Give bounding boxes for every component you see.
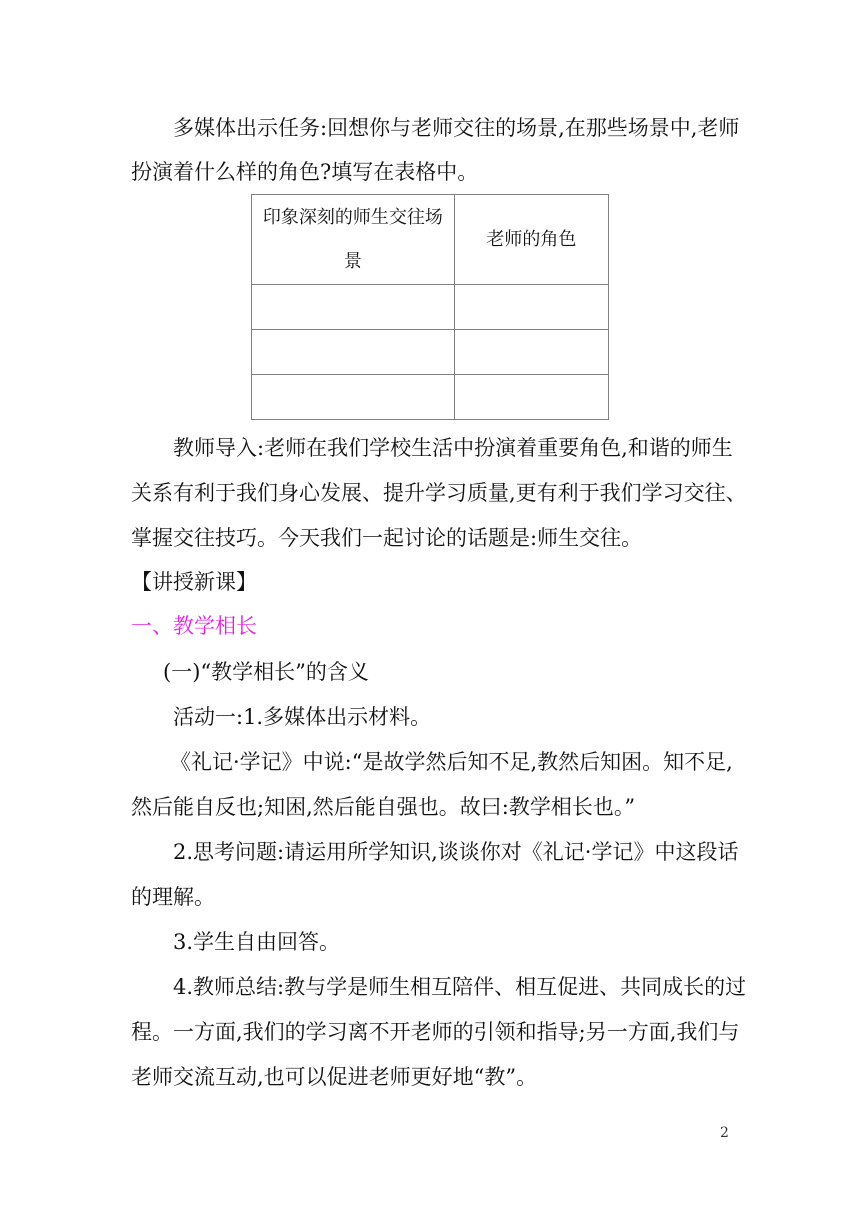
step-three: 3.学生自由回答。 (173, 930, 341, 954)
summary-line3: 老师交流互动,也可以促进老师更好地“教”。 (131, 1065, 538, 1089)
quote-line1: 《礼记·学记》中说:“是故学然后知不足,教然后知困。知不足, (170, 750, 733, 774)
paragraph-intro-line3: 掌握交往技巧。今天我们一起讨论的话题是:师生交往。 (131, 526, 643, 550)
summary-line1: 4.教师总结:教与学是师生相互陪伴、相互促进、共同成长的过 (173, 975, 747, 999)
question-two-line1: 2.思考问题:请运用所学知识,谈谈你对《礼记·学记》中这段话 (173, 840, 739, 864)
paragraph-intro-line1: 教师导入:老师在我们学校生活中扮演着重要角色,和谐的师生 (173, 436, 733, 460)
paragraph-task-line1: 多媒体出示任务:回想你与老师交往的场景,在那些场景中,老师 (173, 116, 740, 140)
table-header-scene-line2: 景 (343, 250, 362, 272)
summary-line2: 程。一方面,我们的学习离不开老师的引领和指导;另一方面,我们与 (131, 1020, 740, 1044)
table-cell-empty[interactable] (252, 285, 455, 330)
table-cell-empty[interactable] (252, 330, 455, 375)
table-cell-empty[interactable] (454, 285, 608, 330)
table-row (252, 330, 609, 375)
table-cell-empty[interactable] (454, 375, 608, 420)
scene-role-table (251, 194, 609, 420)
subheading-meaning: (一)“教学相长”的含义 (163, 660, 369, 684)
table-row (252, 375, 609, 420)
table-cell-empty[interactable] (454, 330, 608, 375)
table-cell-empty[interactable] (252, 375, 455, 420)
question-two-line2: 的理解。 (131, 885, 215, 909)
table-header-scene-line1: 印象深刻的师生交往场 (262, 206, 443, 228)
table-header-row (252, 195, 609, 285)
table-header-scene (252, 195, 455, 285)
table-header-role: 老师的角色 (454, 195, 608, 285)
paragraph-intro-line2: 关系有利于我们身心发展、提升学习质量,更有利于我们学习交往、 (131, 481, 747, 505)
page-number: 2 (720, 1125, 729, 1141)
activity-one: 活动一:1.多媒体出示材料。 (173, 705, 432, 729)
paragraph-task-line2: 扮演着什么样的角色?填写在表格中。 (131, 160, 479, 184)
table-row (252, 285, 609, 330)
section-label: 【讲授新课】 (131, 570, 257, 594)
heading-teaching-learning: 一、教学相长 (131, 614, 257, 638)
quote-line2: 然后能自反也;知困,然后能自强也。故曰:教学相长也。” (131, 795, 636, 819)
